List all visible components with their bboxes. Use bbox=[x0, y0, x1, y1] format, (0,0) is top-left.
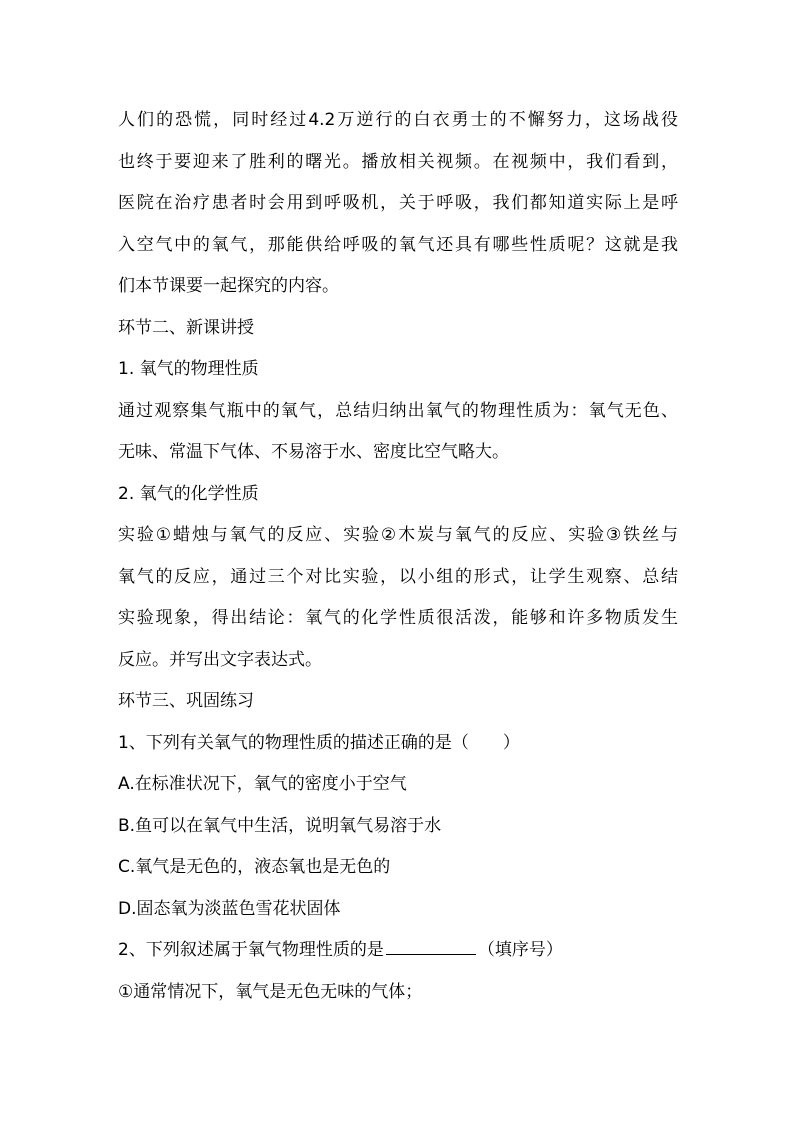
intro-line: 们本节课要一起探究的内容。 bbox=[118, 276, 339, 296]
intro-line: 人们的恐慌，同时经过4.2万逆行的白衣勇士的不懈努力，这场战役 bbox=[118, 110, 678, 130]
chemical-properties-line: 反应。并写出文字表达式。 bbox=[118, 649, 322, 670]
question-2-stem bbox=[118, 930, 678, 972]
question-2-stem-suffix: （填序号） bbox=[477, 940, 563, 960]
intro-line: 入空气中的氧气，那能供给呼吸的氧气还具有哪些性质呢？这就是我 bbox=[118, 234, 678, 255]
chemical-properties-line: 实验①蜡烛与氧气的反应、实验②木炭与氧气的反应、实验③铁丝与 bbox=[118, 525, 678, 545]
question-1-option-c: C.氧气是无色的，液态氧也是无色的 bbox=[118, 857, 391, 877]
question-1-stem: 1、下列有关氧气的物理性质的描述正确的是（ ） bbox=[118, 732, 520, 753]
chemical-properties-line: 实验现象，得出结论：氧气的化学性质很活泼，能够和许多物质发生 bbox=[118, 608, 678, 628]
document-body bbox=[118, 100, 678, 1013]
section3-heading: 环节三、巩固练习 bbox=[118, 691, 254, 711]
question-1-option-d: D.固态氧为淡蓝色雪花状固体 bbox=[118, 898, 341, 919]
physical-properties-line: 通过观察集气瓶中的氧气，总结归纳出氧气的物理性质为：氧气无色、 bbox=[118, 400, 678, 421]
physical-properties-line: 无味、常温下气体、不易溶于水、密度比空气略大。 bbox=[118, 442, 509, 462]
chemical-properties-line: 氧气的反应，通过三个对比实验，以小组的形式，让学生观察、总结 bbox=[118, 566, 678, 587]
question-1-option-b: B.鱼可以在氧气中生活，说明氧气易溶于水 bbox=[118, 815, 442, 836]
intro-line: 医院在治疗患者时会用到呼吸机，关于呼吸，我们都知道实际上是呼 bbox=[118, 193, 678, 213]
chemical-properties-title: 2. 氧气的化学性质 bbox=[118, 483, 259, 504]
physical-properties-title: 1. 氧气的物理性质 bbox=[118, 359, 259, 379]
intro-line: 也终于要迎来了胜利的曙光。播放相关视频。在视频中，我们看到， bbox=[118, 151, 678, 172]
question-2-stem-text: 2、下列叙述属于氧气物理性质的是 bbox=[118, 940, 384, 960]
question-1-option-a: A.在标准状况下，氧气的密度小于空气 bbox=[118, 774, 407, 794]
question-2-item-1: ①通常情况下，氧气是无色无味的气体； bbox=[118, 981, 423, 1002]
section2-heading: 环节二、新课讲授 bbox=[118, 317, 254, 338]
answer-blank[interactable] bbox=[386, 953, 476, 955]
